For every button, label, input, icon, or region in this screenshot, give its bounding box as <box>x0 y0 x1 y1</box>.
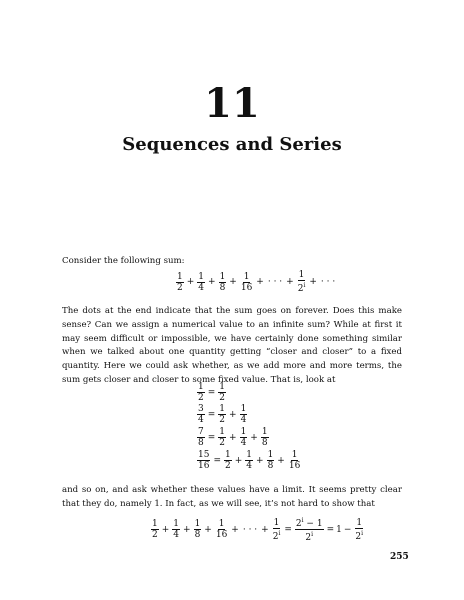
denominator: 16 <box>215 530 228 540</box>
fraction <box>295 516 324 543</box>
denominator: 4 <box>173 530 180 540</box>
exponent: i <box>361 529 364 537</box>
numerator: 1 <box>356 517 363 528</box>
numerator: 1 <box>219 382 226 392</box>
numerator: 1 <box>267 450 274 460</box>
numerator: 1 <box>240 427 247 437</box>
denominator: 16 <box>288 461 301 471</box>
operator: + <box>229 409 237 420</box>
base: 2 <box>305 533 312 543</box>
partial-sum-row <box>196 382 227 403</box>
fraction <box>261 427 269 448</box>
denominator: 2 <box>198 393 204 403</box>
denominator: 4 <box>198 415 204 425</box>
minus-one: − 1 <box>303 519 323 529</box>
fraction <box>272 518 282 542</box>
operator: + <box>309 277 317 287</box>
fraction <box>218 404 226 425</box>
denominator: 8 <box>219 282 226 293</box>
numerator: 1 <box>246 450 253 460</box>
numerator: 1 <box>218 519 225 529</box>
operator: + <box>256 455 264 466</box>
ellipsis: · · · <box>242 524 258 535</box>
base: 2 <box>355 531 362 542</box>
paragraph-intro: Consider the following sum: <box>62 256 185 266</box>
numerator: 1 <box>219 427 226 437</box>
operator: + <box>250 432 258 443</box>
base: 2 <box>272 531 279 542</box>
fraction <box>176 272 184 293</box>
denominator: 4 <box>246 461 253 471</box>
numerator: 1 <box>198 271 205 282</box>
exponent: i <box>301 517 304 524</box>
numerator: 1 <box>291 450 298 460</box>
operator: − <box>343 524 352 535</box>
fraction <box>288 450 301 471</box>
operator: + <box>229 277 237 287</box>
page-number: 255 <box>390 552 409 562</box>
fraction <box>197 382 205 403</box>
exponent: i <box>311 531 314 538</box>
fraction <box>240 427 248 448</box>
numerator: 1 <box>173 519 180 529</box>
operator: + <box>234 455 243 466</box>
denominator: 16 <box>198 461 210 471</box>
numerator: 1 <box>240 404 247 414</box>
fraction <box>172 519 180 540</box>
ellipsis: · · · <box>320 277 336 287</box>
equals-sign: = <box>207 432 216 443</box>
equals-sign: = <box>207 387 216 398</box>
ellipsis: · · · <box>267 277 283 287</box>
denominator: 2 <box>225 461 231 471</box>
partial-sum-row <box>196 404 248 425</box>
fraction <box>194 519 202 540</box>
denominator: 2 <box>177 282 183 293</box>
denominator: 2 <box>152 530 158 540</box>
operator: + <box>231 524 239 535</box>
numerator: 1 <box>219 404 226 414</box>
denominator: 8 <box>194 530 201 540</box>
denominator: 4 <box>198 282 205 293</box>
denominator: 8 <box>198 438 204 448</box>
fraction <box>245 450 253 471</box>
denominator: 8 <box>267 461 274 471</box>
fraction <box>151 519 159 540</box>
operator: + <box>261 524 269 535</box>
numerator: 1 <box>261 427 268 437</box>
denominator <box>354 529 364 542</box>
numerator: 1 <box>152 519 158 529</box>
fraction <box>215 519 228 540</box>
denominator: 2 <box>219 393 226 403</box>
denominator: 4 <box>240 438 247 448</box>
numerator: 1 <box>194 519 201 529</box>
paragraph-discussion: The dots at the end indicate that the sum goes on forever. Does this make sense? Can we assign a numerical value to an infinite sum? While at first it may seem difficult or impossible, we have certainly done something similar when we talked about one quantity getting “closer and closer” to a fixed quantity. Here we could ask whether, as we add more and more terms, the sum gets closer and closer to some fixed value. That is, look at <box>62 306 402 385</box>
numerator: 15 <box>198 450 210 460</box>
finite-sum-equation <box>150 516 365 543</box>
denominator <box>272 529 282 542</box>
operator: + <box>186 277 195 287</box>
denominator: 2 <box>219 415 226 425</box>
fraction <box>197 450 210 471</box>
operator: + <box>208 277 216 287</box>
numerator: 1 <box>177 271 183 282</box>
denominator: 8 <box>261 438 268 448</box>
fraction <box>297 270 307 294</box>
fraction <box>219 272 227 293</box>
denominator: 16 <box>240 282 253 293</box>
operator: + <box>161 524 170 535</box>
operator: + <box>229 432 237 443</box>
numerator: 1 <box>273 517 280 528</box>
denominator: 2 <box>219 438 226 448</box>
chapter-number: 11 <box>204 80 260 127</box>
term: 1 <box>336 524 342 535</box>
fraction <box>354 518 364 542</box>
partial-sum-row <box>196 450 302 471</box>
operator: + <box>286 277 294 287</box>
numerator: 7 <box>198 427 204 437</box>
equals-sign: = <box>326 524 335 535</box>
fraction <box>197 404 205 425</box>
fraction <box>218 382 226 403</box>
fraction <box>224 450 232 471</box>
operator: + <box>277 455 285 466</box>
fraction <box>218 427 226 448</box>
base: 2 <box>295 519 302 529</box>
exponent: i <box>303 282 306 289</box>
fraction <box>267 450 275 471</box>
fraction <box>240 272 253 293</box>
paragraph-conclusion: and so on, and ask whether these values have a limit. It seems pretty clear that they do, namely 1. In fact, as we will see, it’s not hard to show that <box>62 485 402 509</box>
chapter-title: Sequences and Series <box>122 134 342 155</box>
exponent: i <box>278 529 281 537</box>
numerator: 1 <box>225 450 231 460</box>
denominator: 4 <box>240 415 247 425</box>
equals-sign: = <box>213 455 221 466</box>
numerator: 1 <box>298 270 305 280</box>
fraction <box>240 404 248 425</box>
denominator <box>304 530 314 543</box>
equals-sign: = <box>284 524 292 535</box>
numerator: 3 <box>198 404 204 414</box>
fraction <box>197 427 205 448</box>
numerator <box>295 516 324 530</box>
numerator: 1 <box>219 271 226 282</box>
operator: + <box>204 524 212 535</box>
numerator: 1 <box>198 382 204 392</box>
partial-sum-row <box>196 427 270 448</box>
equals-sign: = <box>207 409 216 420</box>
base: 2 <box>297 284 304 294</box>
numerator: 1 <box>243 271 250 282</box>
operator: + <box>256 277 264 287</box>
infinite-sum-equation <box>175 270 337 294</box>
fraction <box>197 272 205 293</box>
operator: + <box>183 524 191 535</box>
denominator <box>297 281 307 294</box>
